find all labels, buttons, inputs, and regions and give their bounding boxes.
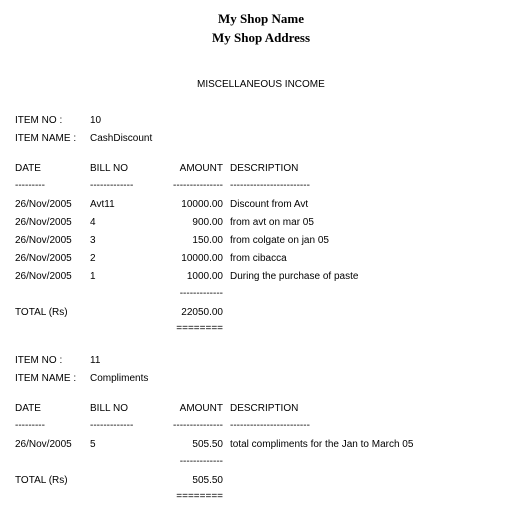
row-amount: 505.50	[192, 439, 223, 450]
column-header-amount: AMOUNT	[179, 163, 223, 174]
row-bill: 4	[90, 217, 96, 228]
total-value: 505.50	[192, 475, 223, 486]
row-date: 26/Nov/2005	[15, 235, 72, 246]
row-description: from colgate on jan 05	[230, 235, 329, 246]
item-name-label: ITEM NAME :	[15, 133, 77, 144]
row-amount: 900.00	[192, 217, 223, 228]
row-description: from avt on mar 05	[230, 217, 314, 228]
row-bill: 1	[90, 271, 96, 282]
separator: ---------------	[173, 420, 223, 431]
column-header-amount: AMOUNT	[179, 403, 223, 414]
row-date: 26/Nov/2005	[15, 271, 72, 282]
row-amount: 150.00	[192, 235, 223, 246]
row-amount: 10000.00	[181, 199, 223, 210]
separator: ------------------------	[230, 180, 310, 191]
separator: ------------------------	[230, 420, 310, 431]
column-header-date: DATE	[15, 403, 41, 414]
total-separator: -------------	[179, 456, 223, 467]
item-no-value: 10	[90, 115, 102, 126]
row-description: from cibacca	[230, 253, 287, 264]
row-bill: 5	[90, 439, 96, 450]
row-description: Discount from Avt	[230, 199, 309, 210]
column-header-bill: BILL NO	[90, 163, 128, 174]
row-date: 26/Nov/2005	[15, 217, 72, 228]
column-header-description: DESCRIPTION	[230, 403, 299, 414]
total-double-underline: ========	[176, 491, 223, 502]
item-name-value: Compliments	[90, 373, 149, 384]
row-bill: 3	[90, 235, 96, 246]
row-date: 26/Nov/2005	[15, 199, 72, 210]
row-bill: 2	[90, 253, 96, 264]
row-description: During the purchase of paste	[230, 271, 359, 282]
column-header-date: DATE	[15, 163, 41, 174]
total-separator: -------------	[179, 288, 223, 299]
report-title: MISCELLANEOUS INCOME	[197, 79, 325, 90]
row-bill: Avt11	[90, 199, 115, 210]
separator: ---------	[15, 180, 45, 191]
item-no-label: ITEM NO :	[15, 355, 63, 366]
total-value: 22050.00	[181, 307, 223, 318]
total-double-underline: ========	[176, 323, 223, 334]
row-amount: 1000.00	[186, 271, 223, 282]
row-date: 26/Nov/2005	[15, 439, 72, 450]
shop-address: My Shop Address	[211, 30, 310, 45]
shop-name: My Shop Name	[218, 11, 304, 26]
item-name-label: ITEM NAME :	[15, 373, 77, 384]
row-date: 26/Nov/2005	[15, 253, 72, 264]
item-no-value: 11	[90, 355, 101, 366]
column-header-description: DESCRIPTION	[230, 163, 299, 174]
total-label: TOTAL (Rs)	[15, 307, 68, 318]
item-name-value: CashDiscount	[90, 133, 153, 144]
separator: ---------	[15, 420, 45, 431]
row-description: total compliments for the Jan to March 05	[230, 439, 414, 450]
total-label: TOTAL (Rs)	[15, 475, 68, 486]
column-header-bill: BILL NO	[90, 403, 128, 414]
separator: -------------	[90, 180, 134, 191]
row-amount: 10000.00	[181, 253, 223, 264]
separator: -------------	[90, 420, 134, 431]
separator: ---------------	[173, 180, 223, 191]
item-no-label: ITEM NO :	[15, 115, 63, 126]
